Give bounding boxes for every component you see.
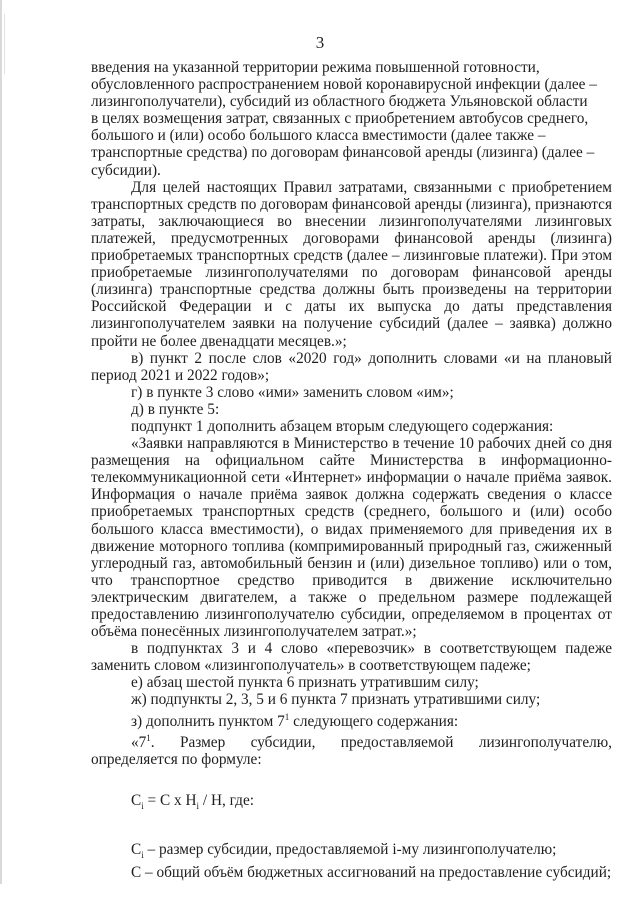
- document-body: [91, 59, 612, 881]
- paragraph-7-1: [91, 730, 612, 768]
- item-z-post: следующего содержания:: [289, 712, 459, 730]
- p71-sup: 1: [146, 732, 151, 743]
- line-2: обусловленного распространением новой коронавирусной инфекции (далее –: [91, 76, 597, 94]
- definition-c: C – общий объём бюджетных ассигнований на предоставление субсидий;: [131, 864, 612, 882]
- def-ci-sub: i: [141, 850, 144, 861]
- line-6: транспортные средства) по договорам финансовой аренды (лизинга) (далее –: [91, 144, 595, 162]
- page-edge: [0, 0, 2, 905]
- line-5: большого и (или) особо большого класса вместимости (далее также –: [91, 127, 546, 145]
- def-ci-c: C: [131, 841, 142, 859]
- item-g: г) в пункте 3 слово «ими» заменить словом «им»;: [131, 383, 454, 401]
- p71-post: . Размер субсидии, предоставляемой лизингополучателю, определяется по формуле:: [91, 733, 612, 768]
- item-d: д) в пункте 5:: [131, 400, 220, 418]
- subitem-1: подпункт 1 дополнить абзацем вторым следующего содержания:: [131, 417, 554, 435]
- p71-pre: «7: [131, 733, 147, 751]
- formula: [91, 792, 612, 815]
- formula-c: C: [131, 792, 142, 810]
- line-7: субсидии).: [91, 161, 161, 179]
- item-v: в) пункт 2 после слов «2020 год» дополнить словами «и на плановый период 2021 и 2022 годов»;: [91, 349, 612, 384]
- bottom-margin: [0, 884, 640, 905]
- line-3: лизингополучатели), субсидий из областного бюджета Ульяновской области: [91, 93, 588, 111]
- formula-rest: / H, где:: [199, 792, 254, 810]
- formula-sub-i2: i: [196, 801, 200, 812]
- subitems-3-4: в подпунктах 3 и 4 слово «перевозчик» в соответствующем падеже заменить словом «лизингополучатель» в соответствующем падеже;: [91, 640, 612, 675]
- formula-sub-i: i: [141, 801, 144, 812]
- item-zh: ж) подпункты 2, 3, 5 и 6 пункта 7 признать утратившими силу;: [131, 691, 541, 709]
- line-1: введения на указанной территории режима повышенной готовности,: [91, 59, 540, 76]
- quoted-paragraph: «Заявки направляются в Министерство в течение 10 рабочих дней со дня размещения на официальном сайте Министерства в информационно-телекоммуникационной сети «Интернет» информации о начале приёма заявок. Информация о начале приёма заявок должна содержать сведения о классе приобретаемых транспортных средств (среднего, большого и (или) особо большого класса вместимости), о видах применяемого для приведения их в движение моторного топлива (компримированный природный газ, сжиженный углеродный газ, автомобильный бензин и (или) дизельное топливо) или о том, что транспортное средство приводится в движение исключительно электрическим двигателем, а также о предельном размере подлежащей предоставлению лизингополучателю субсидии, определяемом в процентах от объёма понесённых лизингополучателем затрат.»;: [91, 435, 612, 641]
- item-e: е) абзац шестой пункта 6 признать утратившим силу;: [131, 674, 479, 692]
- item-z-sup: 1: [284, 711, 290, 722]
- item-z-pre: з) дополнить пунктом 7: [131, 712, 285, 730]
- formula-eq: = C x H: [143, 792, 197, 810]
- line-4: в целях возмещения затрат, связанных с приобретением автобусов среднего,: [91, 110, 589, 128]
- definition-ci: [91, 841, 612, 864]
- paragraph-costs: Для целей настоящих Правил затратами, связанными с приобретением транспортных средств по договорам финансовой аренды (лизинга), признаются затраты, заключающиеся во внесении лизингополучателями лизинговых платежей, предусмотренных договорами финансовой аренды (лизинга) приобретаемых транспортных средств (далее – лизинговые платежи). При этом приобретаемые лизингополучателями по договорам финансовой аренды (лизинга) транспортные средства должны быть произведены на территории Российской Федерации и с даты их выпуска до даты представления лизингополучателем заявки на получение субсидий (далее – заявка) должно пройти не более двенадцати месяцев.»;: [91, 178, 612, 350]
- item-z: [91, 709, 612, 730]
- def-ci-text: – размер субсидии, предоставляемой i-му лизингополучателю;: [143, 841, 557, 859]
- page-number: 3: [315, 33, 325, 52]
